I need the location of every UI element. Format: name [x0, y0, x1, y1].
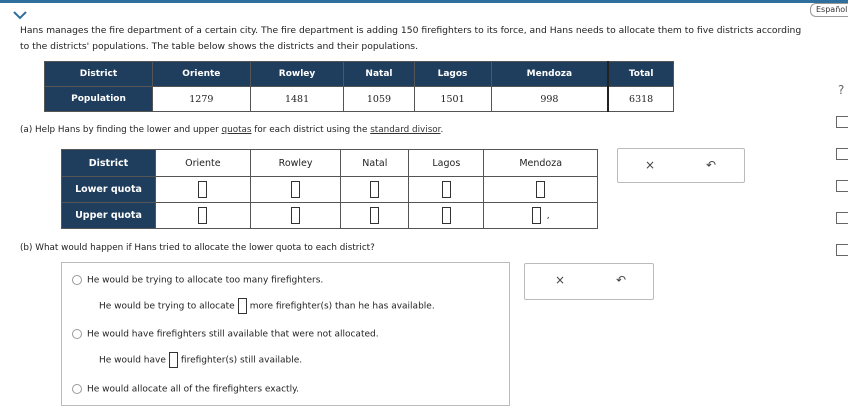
still-available-subline [99, 352, 302, 368]
population-mendoza: 998 [491, 87, 608, 112]
population-natal: 1059 [344, 87, 414, 112]
lower-quota-cell [156, 177, 251, 203]
upper-quota-cell [484, 203, 598, 229]
answer-toolbox-b [524, 263, 654, 300]
too-many-subline [99, 298, 435, 314]
quota-col-mendoza: Mendoza [484, 150, 598, 177]
part-a-middle: for each district using the [251, 125, 371, 135]
option-exactly[interactable] [72, 384, 299, 395]
col-oriente: Oriente [153, 62, 251, 87]
textbook-icon[interactable] [836, 212, 848, 224]
upper-quota-cell [409, 203, 484, 229]
reference-table-icon[interactable] [836, 180, 848, 192]
part-a-suffix: . [440, 125, 444, 135]
col-total: Total [608, 62, 673, 87]
upper-quota-lagos-input[interactable] [442, 207, 451, 224]
quota-col-lagos: Lagos [409, 150, 484, 177]
population-oriente: 1279 [153, 87, 251, 112]
help-icon[interactable]: ? [838, 83, 845, 97]
lower-quota-oriente-input[interactable] [198, 181, 207, 198]
radio-exactly[interactable] [72, 384, 82, 394]
upper-quota-label: Upper quota [62, 203, 156, 229]
upper-quota-row [62, 203, 598, 229]
language-toggle[interactable]: Español [810, 3, 848, 17]
lower-quota-mendoza-input[interactable] [536, 181, 545, 198]
lower-quota-rowley-input[interactable] [291, 181, 300, 198]
still-available-input[interactable] [169, 352, 178, 368]
top-accent-bar [0, 0, 848, 3]
lower-quota-label: Lower quota [62, 177, 156, 203]
cursor-mark: , [546, 211, 550, 221]
population-total: 6318 [608, 87, 673, 112]
option-still-available[interactable] [72, 329, 379, 340]
col-rowley: Rowley [250, 62, 344, 87]
population-header-row [45, 62, 674, 87]
lower-quota-row [62, 177, 598, 203]
quotas-link[interactable]: quotas [221, 125, 252, 135]
clear-button[interactable]: × [555, 273, 566, 287]
chevron-down-icon[interactable] [12, 10, 28, 20]
part-a-prefix: (a) Help Hans by finding the lower and upper [20, 125, 222, 135]
upper-quota-mendoza-input[interactable] [532, 207, 541, 224]
col-mendoza: Mendoza [491, 62, 608, 87]
option-too-many[interactable] [72, 275, 323, 286]
clear-button[interactable]: × [645, 158, 656, 172]
standard-divisor-link[interactable]: standard divisor [370, 125, 441, 135]
choices-panel [61, 262, 510, 406]
lower-quota-cell [484, 177, 598, 203]
video-icon[interactable] [836, 148, 848, 160]
quota-col-natal: Natal [341, 150, 409, 177]
population-table [44, 61, 674, 112]
glossary-icon[interactable] [836, 244, 848, 256]
upper-quota-cell [250, 203, 341, 229]
lower-quota-cell [341, 177, 409, 203]
undo-button[interactable]: ↶ [706, 158, 717, 172]
still-available-sub-post: firefighter(s) still available. [180, 355, 303, 366]
population-lagos: 1501 [414, 87, 491, 112]
lower-quota-lagos-input[interactable] [442, 181, 451, 198]
lower-quota-cell [250, 177, 341, 203]
undo-button[interactable]: ↶ [616, 273, 627, 287]
lower-quota-natal-input[interactable] [370, 181, 379, 198]
too-many-sub-post: more firefighter(s) than he has available. [249, 301, 435, 312]
radio-still-available[interactable] [72, 329, 82, 339]
calculator-icon[interactable] [836, 116, 848, 128]
upper-quota-oriente-input[interactable] [198, 207, 207, 224]
upper-quota-cell [341, 203, 409, 229]
quota-district-header: District [62, 150, 156, 177]
population-rowley: 1481 [250, 87, 344, 112]
part-b-prompt: (b) What would happen if Hans tried to allocate the lower quota to each district? [20, 243, 375, 253]
upper-quota-rowley-input[interactable] [291, 207, 300, 224]
too-many-sub-pre: He would be trying to allocate [99, 301, 235, 312]
population-row [45, 87, 674, 112]
quota-header-row [62, 150, 598, 177]
population-label: Population [45, 87, 153, 112]
answer-toolbox-a [617, 148, 745, 183]
upper-quota-cell [156, 203, 251, 229]
upper-quota-natal-input[interactable] [370, 207, 379, 224]
too-many-input[interactable] [238, 298, 247, 314]
option-exactly-label: He would allocate all of the firefighters exactly. [87, 384, 299, 395]
question-text: Hans manages the fire department of a certain city. The fire department is adding 150 firefighters to its force, and Hans needs to allocate them to five districts according to the districts' populations. The table below shows the districts and their populations. [20, 25, 802, 52]
option-too-many-label: He would be trying to allocate too many firefighters. [87, 275, 324, 286]
quota-col-oriente: Oriente [156, 150, 251, 177]
col-lagos: Lagos [414, 62, 491, 87]
option-still-available-label: He would have firefighters still available that were not allocated. [87, 329, 379, 340]
col-natal: Natal [344, 62, 414, 87]
quota-col-rowley: Rowley [250, 150, 341, 177]
lower-quota-cell [409, 177, 484, 203]
radio-too-many[interactable] [72, 275, 82, 285]
district-header: District [45, 62, 153, 87]
part-a-prompt [20, 125, 443, 135]
quota-table [61, 149, 598, 229]
still-available-sub-pre: He would have [99, 355, 166, 366]
